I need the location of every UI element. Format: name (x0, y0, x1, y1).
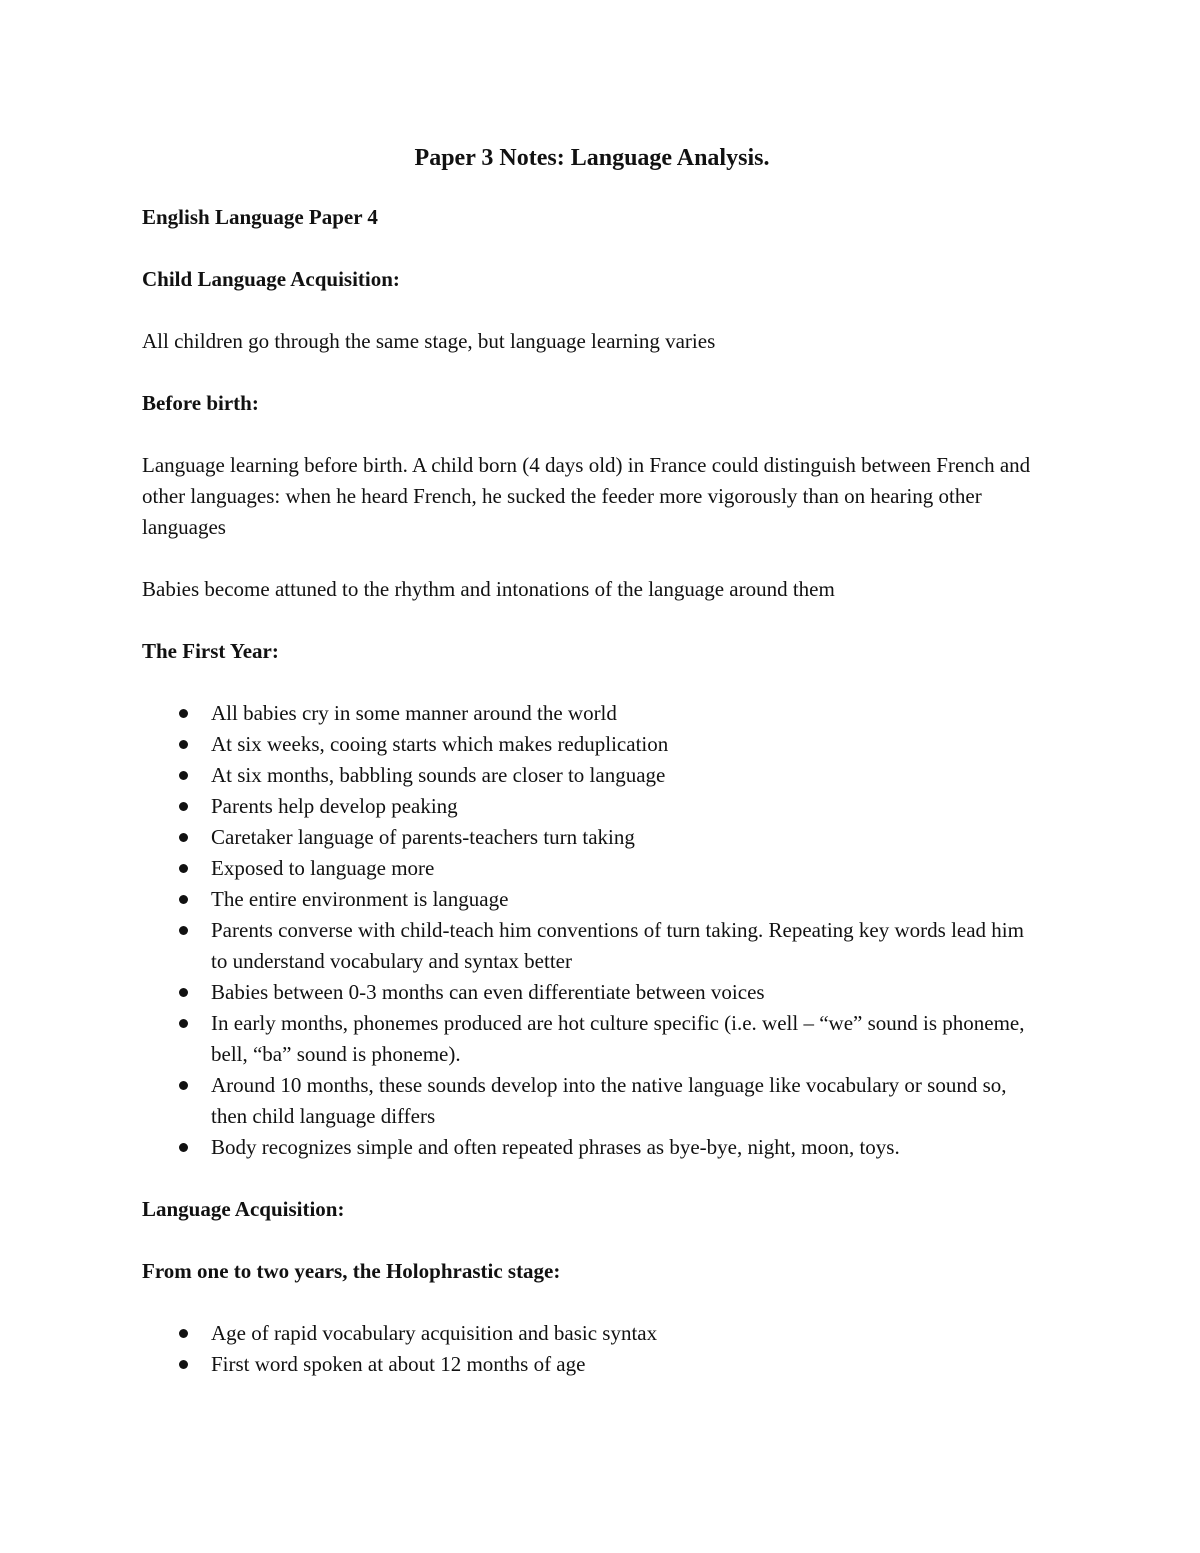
bullet-icon (179, 1329, 188, 1338)
bullet-icon (179, 926, 188, 935)
list-item-text: Babies between 0-3 months can even differentiate between voices (211, 980, 765, 1004)
first-year-heading: The First Year: (142, 639, 279, 663)
list-item-text: Around 10 months, these sounds develop into the native language like vocabulary or sound so, then child language differs (211, 1073, 1007, 1128)
list-item-text: In early months, phonemes produced are hot culture specific (i.e. well – “we” sound is phoneme, bell, “ba” sound is phoneme). (211, 1011, 1025, 1066)
bullet-icon (179, 1019, 188, 1028)
bullet-icon (179, 895, 188, 904)
list-item (142, 698, 1042, 729)
bullet-icon (179, 771, 188, 780)
bullet-icon (179, 864, 188, 873)
subtitle-heading: English Language Paper 4 (142, 205, 378, 229)
list-item-text: At six months, babbling sounds are closer to language (211, 763, 666, 787)
before-birth-paragraph-2: Babies become attuned to the rhythm and intonations of the language around them (142, 577, 835, 601)
list-item-text: All babies cry in some manner around the world (211, 701, 617, 725)
list-item-text: Age of rapid vocabulary acquisition and basic syntax (211, 1321, 658, 1345)
list-item (142, 915, 1042, 977)
holophrastic-stage-heading: From one to two years, the Holophrastic stage: (142, 1259, 561, 1283)
bullet-icon (179, 802, 188, 811)
list-item (142, 1070, 1042, 1132)
list-item-text: Exposed to language more (211, 856, 435, 880)
before-birth-paragraph-1: Language learning before birth. A child born (4 days old) in France could distinguish between French and other languages: when he heard French, he sucked the feeder more vigorously than on hearing other languages (142, 453, 1031, 539)
bullet-icon (179, 833, 188, 842)
before-birth-heading: Before birth: (142, 391, 259, 415)
bullet-icon (179, 1360, 188, 1369)
first-year-list (142, 698, 1042, 1163)
language-acquisition-heading: Language Acquisition: (142, 1197, 345, 1221)
bullet-icon (179, 709, 188, 718)
list-item (142, 791, 1042, 822)
list-item (142, 729, 1042, 760)
holophrastic-list (142, 1318, 1042, 1380)
list-item (142, 884, 1042, 915)
child-language-text: All children go through the same stage, but language learning varies (142, 329, 716, 353)
list-item (142, 1349, 1042, 1380)
list-item (142, 760, 1042, 791)
list-item (142, 1318, 1042, 1349)
list-item-text: Parents help develop peaking (211, 794, 458, 818)
list-item (142, 977, 1042, 1008)
list-item-text: The entire environment is language (211, 887, 509, 911)
list-item-text: Caretaker language of parents-teachers turn taking (211, 825, 635, 849)
bullet-icon (179, 740, 188, 749)
bullet-icon (179, 1143, 188, 1152)
bullet-icon (179, 988, 188, 997)
child-language-heading: Child Language Acquisition: (142, 267, 400, 291)
list-item (142, 1008, 1042, 1070)
page-title: Paper 3 Notes: Language Analysis. (414, 145, 770, 171)
list-item-text: At six weeks, cooing starts which makes reduplication (211, 732, 669, 756)
list-item (142, 822, 1042, 853)
list-item-text: First word spoken at about 12 months of age (211, 1352, 586, 1376)
list-item-text: Body recognizes simple and often repeated phrases as bye-bye, night, moon, toys. (211, 1135, 900, 1159)
bullet-icon (179, 1081, 188, 1090)
document-page (142, 140, 1042, 1411)
list-item-text: Parents converse with child-teach him conventions of turn taking. Repeating key words lead him to understand vocabulary and syntax better (211, 918, 1024, 973)
list-item (142, 1132, 1042, 1163)
list-item (142, 853, 1042, 884)
